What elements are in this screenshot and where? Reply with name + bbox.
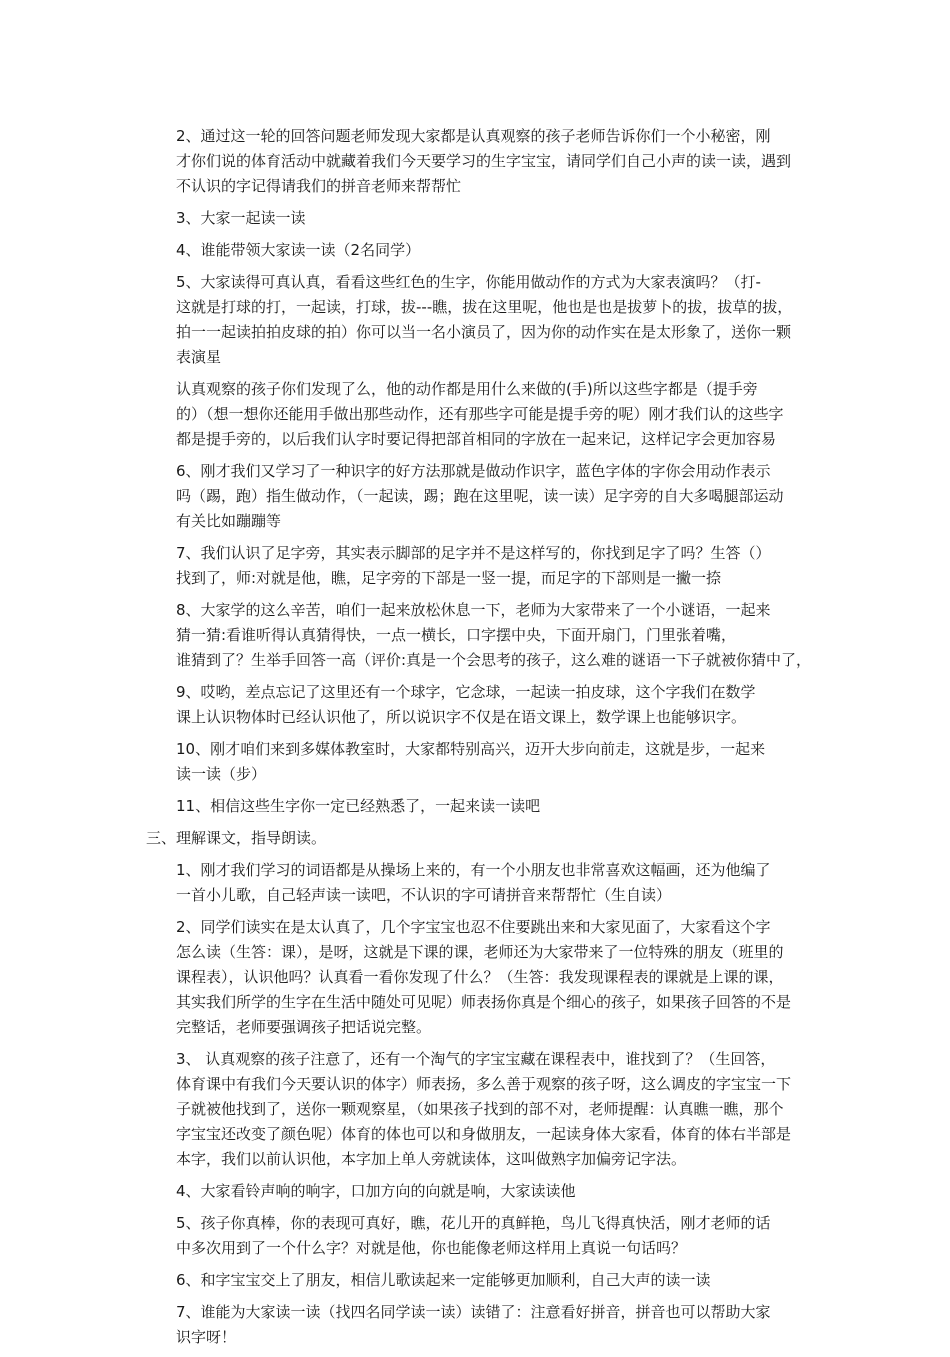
paragraph-line: 猜一猜:看谁听得认真猜得快，一点一横长，口字摆中央，下面开扇门，门里张着嘴， bbox=[176, 626, 737, 644]
paragraph bbox=[146, 124, 814, 199]
paragraph bbox=[146, 680, 814, 730]
paragraph-line: 课程表），认识他吗？认真看一看你发现了什么？（生答：我发现课程表的课就是上课的课， bbox=[176, 968, 784, 986]
paragraph-line: 谁猜到了？生举手回答一高（评价:真是一个会思考的孩子，这么难的谜语一下子就被你猜中了， bbox=[176, 651, 812, 669]
paragraph bbox=[146, 459, 814, 534]
paragraph-line: 8、大家学的这么辛苦，咱们一起来放松休息一下，老师为大家带来了一个小谜语，一起来 bbox=[176, 601, 771, 619]
paragraph bbox=[146, 737, 814, 787]
paragraph bbox=[146, 794, 814, 819]
paragraph-line: 7、谁能为大家读一读（找四名同学读一读）读错了：注意看好拼音，拼音也可以帮助大家 bbox=[176, 1303, 771, 1321]
paragraph-line: 吗（踢，跑）指生做动作，（一起读，踢；跑在这里呢，读一读）足字旁的自大多喝腿部运动 bbox=[176, 487, 784, 505]
paragraph-line: 字宝宝还改变了颜色呢）体育的体也可以和身做朋友，一起读身体大家看，体育的体右半部是 bbox=[176, 1125, 792, 1143]
paragraph-line: 课上认识物体时已经认识他了，所以说识字不仅是在语文课上，数学课上也能够识字。 bbox=[176, 708, 747, 726]
paragraph-line: 2、通过这一轮的回答问题老师发现大家都是认真观察的孩子老师告诉你们一个小秘密，刚 bbox=[176, 127, 771, 145]
paragraph bbox=[146, 270, 814, 370]
paragraph-line: 2、同学们读实在是太认真了，几个字宝宝也忍不住要跳出来和大家见面了，大家看这个字 bbox=[176, 918, 771, 936]
paragraph bbox=[146, 1047, 814, 1172]
paragraph-line: 子就被他找到了，送你一颗观察星，（如果孩子找到的部不对，老师提醒：认真瞧一瞧，那个 bbox=[176, 1100, 784, 1118]
paragraph-line: 的）（想一想你还能用手做出那些动作，还有那些字可能是提手旁的呢）刚才我们认的这些字 bbox=[176, 405, 784, 423]
paragraph-line: 读一读（步） bbox=[176, 765, 267, 783]
paragraph bbox=[146, 1211, 814, 1261]
paragraph-line: 这就是打球的打，一起读，打球，拔---瞧，拔在这里呢，他也是也是拔萝卜的拔，拔草的拔， bbox=[176, 298, 793, 316]
paragraph-line: 不认识的字记得请我们的拼音老师来帮帮忙 bbox=[176, 177, 462, 195]
paragraph bbox=[146, 206, 814, 231]
paragraph bbox=[146, 915, 814, 1040]
paragraph-line: 三、理解课文，指导朗读。 bbox=[146, 829, 327, 847]
paragraph-line: 都是提手旁的，以后我们认字时要记得把部首相同的字放在一起来记，这样记字会更加容易 bbox=[176, 430, 777, 448]
paragraph bbox=[146, 858, 814, 908]
paragraph-line: 表演星 bbox=[176, 348, 222, 366]
section-heading bbox=[146, 826, 814, 851]
paragraph-line: 6、刚才我们又学习了一种识字的好方法那就是做动作识字，蓝色字体的字你会用动作表示 bbox=[176, 462, 771, 480]
paragraph-line: 认真观察的孩子你们发现了么，他的动作都是用什么来做的(手)所以这些字都是（提手旁 bbox=[176, 380, 758, 398]
paragraph-line: 10、刚才咱们来到多媒体教室时，大家都特别高兴，迈开大步向前走，这就是步，一起来 bbox=[176, 740, 766, 758]
paragraph-line: 一首小儿歌，自己轻声读一读吧，不认识的字可请拼音来帮帮忙（生自读） bbox=[176, 886, 672, 904]
paragraph-line: 怎么读（生答：课），是呀，这就是下课的课，老师还为大家带来了一位特殊的朋友（班里的 bbox=[176, 943, 784, 961]
lesson-plan-text bbox=[146, 124, 814, 1357]
paragraph-line: 5、大家读得可真认真，看看这些红色的生字，你能用做动作的方式为大家表演吗？（打- bbox=[176, 273, 761, 291]
paragraph bbox=[146, 1300, 814, 1350]
paragraph bbox=[146, 1268, 814, 1293]
paragraph-line: 有关比如蹦蹦等 bbox=[176, 512, 282, 530]
paragraph-line: 7、我们认识了足字旁，其实表示脚部的足字并不是这样写的，你找到足字了吗？生答（） bbox=[176, 544, 771, 562]
paragraph-line: 找到了，师:对就是他，瞧，足字旁的下部是一竖一提，而足字的下部则是一撇一捺 bbox=[176, 569, 722, 587]
paragraph-line: 6、和字宝宝交上了朋友，相信儿歌读起来一定能够更加顺利，自己大声的读一读 bbox=[176, 1271, 711, 1289]
paragraph bbox=[146, 377, 814, 452]
paragraph-line: 4、谁能带领大家读一读（2名同学） bbox=[176, 241, 421, 259]
paragraph-line: 体育课中有我们今天要认识的体字）师表扬，多么善于观察的孩子呀，这么调皮的字宝宝一下 bbox=[176, 1075, 792, 1093]
paragraph-line: 其实我们所学的生字在生活中随处可见呢）师表扬你真是个细心的孩子，如果孩子回答的不是 bbox=[176, 993, 792, 1011]
paragraph-line: 4、大家看铃声响的响字，口加方向的向就是响，大家读读他 bbox=[176, 1182, 576, 1200]
paragraph-line: 3、 认真观察的孩子注意了，还有一个淘气的字宝宝藏在课程表中，谁找到了？（生回答， bbox=[176, 1050, 776, 1068]
paragraph-line: 9、哎哟，差点忘记了这里还有一个球字，它念球，一起读一拍皮球，这个字我们在数学 bbox=[176, 683, 756, 701]
paragraph-line: 拍一一起读拍拍皮球的拍）你可以当一名小演员了，因为你的动作实在是太形象了，送你一颗 bbox=[176, 323, 792, 341]
paragraph bbox=[146, 541, 814, 591]
paragraph-line: 完整话，老师要强调孩子把话说完整。 bbox=[176, 1018, 432, 1036]
paragraph bbox=[146, 238, 814, 263]
paragraph-line: 3、大家一起读一读 bbox=[176, 209, 306, 227]
paragraph bbox=[146, 598, 814, 673]
paragraph-line: 本字，我们以前认识他，本字加上单人旁就读体，这叫做熟字加偏旁记字法。 bbox=[176, 1150, 687, 1168]
paragraph-line: 才你们说的体育活动中就藏着我们今天要学习的生字宝宝，请同学们自己小声的读一读，遇到 bbox=[176, 152, 792, 170]
paragraph-line: 11、相信这些生字你一定已经熟悉了，一起来读一读吧 bbox=[176, 797, 541, 815]
paragraph bbox=[146, 1179, 814, 1204]
paragraph-line: 识字呀！ bbox=[176, 1328, 237, 1346]
paragraph-line: 中多次用到了一个什么字？对就是他，你也能像老师这样用上真说一句话吗？ bbox=[176, 1239, 687, 1257]
paragraph-line: 1、刚才我们学习的词语都是从操场上来的，有一个小朋友也非常喜欢这幅画，还为他编了 bbox=[176, 861, 771, 879]
paragraph-line: 5、孩子你真棒，你的表现可真好，瞧，花儿开的真鲜艳，鸟儿飞得真快活，刚才老师的话 bbox=[176, 1214, 771, 1232]
